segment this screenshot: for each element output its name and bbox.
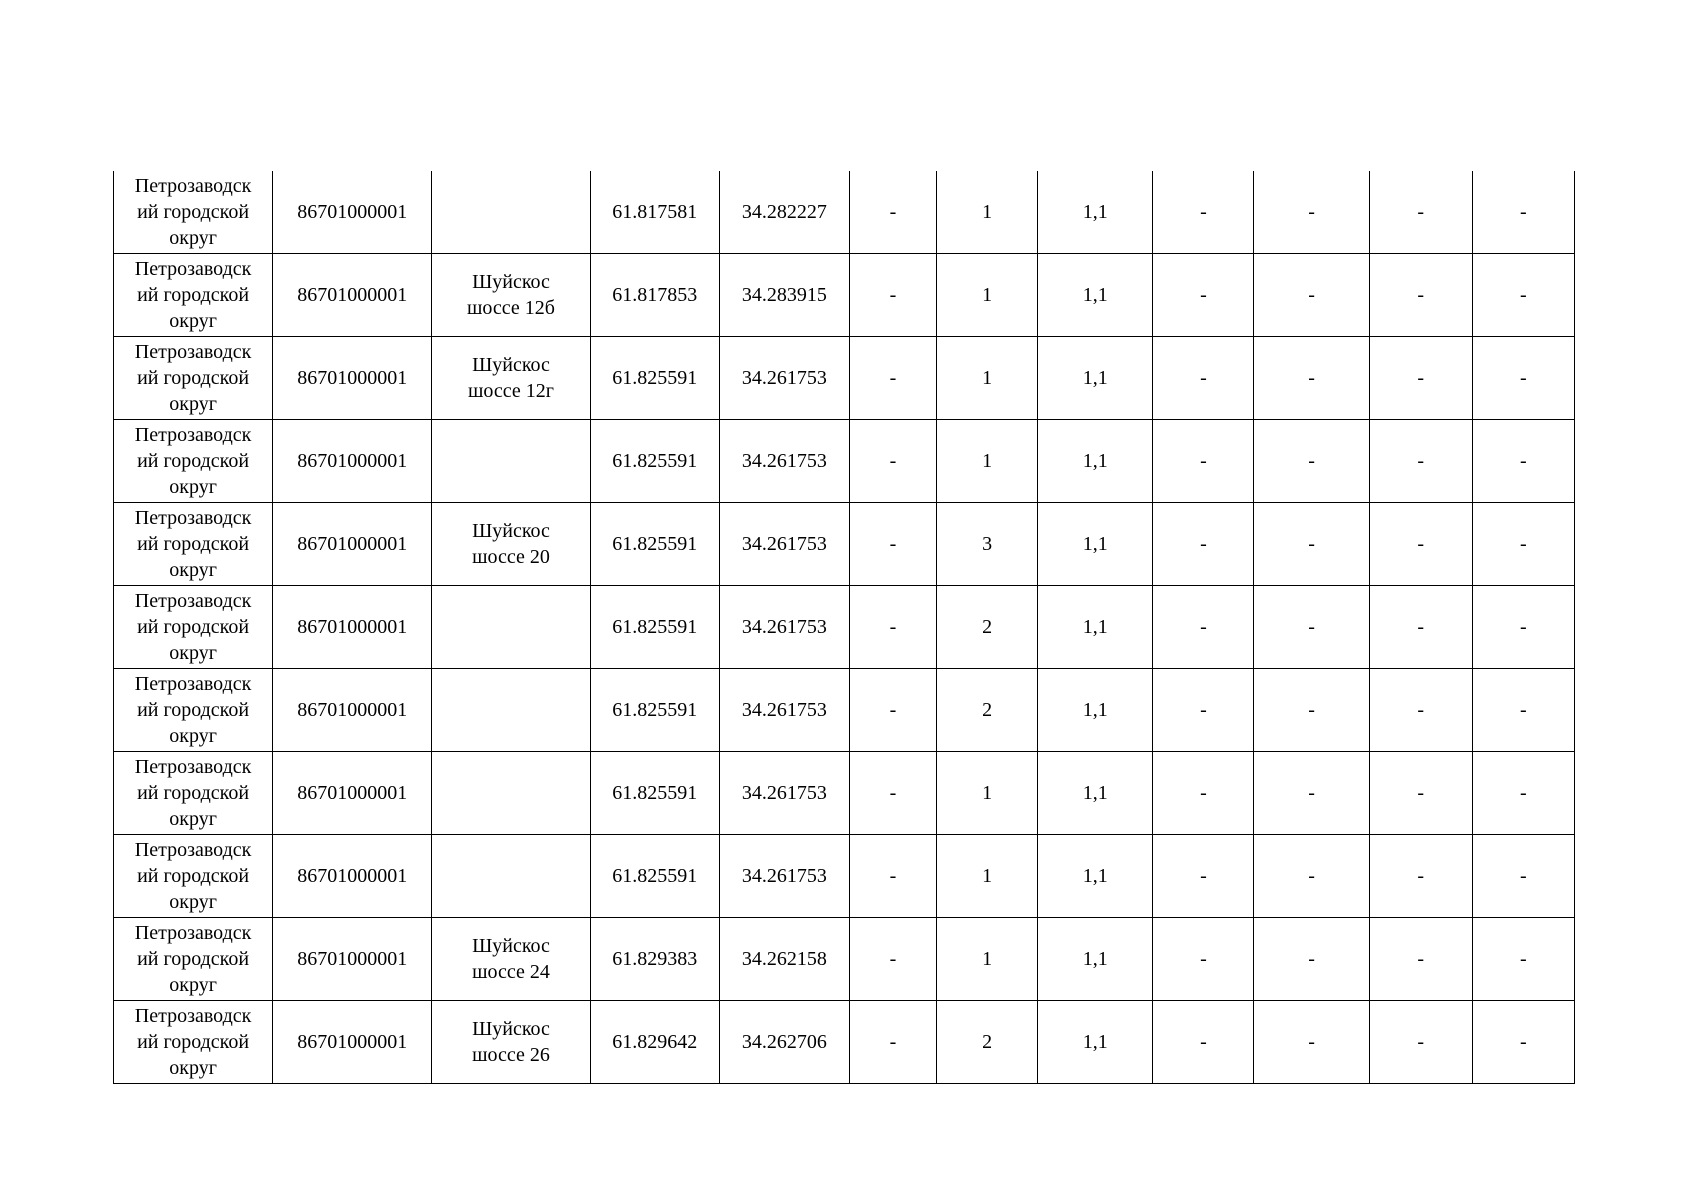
column-10-cell: - xyxy=(1254,171,1369,254)
address-cell xyxy=(432,337,590,420)
column-10-cell: - xyxy=(1254,337,1369,420)
column-11-cell: - xyxy=(1369,337,1472,420)
address-cell xyxy=(432,420,590,503)
municipality-line: Петрозаводск xyxy=(134,175,252,197)
column-9-cell: - xyxy=(1153,420,1254,503)
municipality-line: Петрозаводск xyxy=(134,507,252,529)
oktmo-cell: 86701000001 xyxy=(273,918,432,1001)
column-6-cell: - xyxy=(849,835,936,918)
column-6-cell: - xyxy=(849,918,936,1001)
address-cell xyxy=(432,254,590,337)
column-7-cell: 1 xyxy=(937,171,1038,254)
municipality-line: Петрозаводск xyxy=(134,590,252,612)
latitude-cell: 61.829642 xyxy=(590,1001,719,1084)
longitude-cell: 34.262158 xyxy=(719,918,849,1001)
municipality-cell xyxy=(114,503,273,586)
address-cell xyxy=(432,752,590,835)
data-table xyxy=(113,171,1575,1084)
table-row xyxy=(114,254,1575,337)
municipality-cell xyxy=(114,337,273,420)
municipality-line: ий городской xyxy=(137,865,250,887)
municipality-cell xyxy=(114,1001,273,1084)
longitude-cell: 34.261753 xyxy=(719,752,849,835)
column-11-cell: - xyxy=(1369,918,1472,1001)
column-10-cell: - xyxy=(1254,918,1369,1001)
column-11-cell: - xyxy=(1369,1001,1472,1084)
column-9-cell: - xyxy=(1153,752,1254,835)
municipality-line: округ xyxy=(169,310,217,332)
address-line: шоссе 12г xyxy=(468,380,554,402)
oktmo-cell: 86701000001 xyxy=(273,254,432,337)
column-8-cell: 1,1 xyxy=(1038,503,1153,586)
address-cell xyxy=(432,1001,590,1084)
table-row xyxy=(114,752,1575,835)
latitude-cell: 61.817853 xyxy=(590,254,719,337)
column-7-cell: 1 xyxy=(937,254,1038,337)
address-cell xyxy=(432,835,590,918)
latitude-cell: 61.825591 xyxy=(590,752,719,835)
address-line: шоссе 20 xyxy=(472,546,550,568)
column-6-cell: - xyxy=(849,752,936,835)
table-row xyxy=(114,420,1575,503)
column-8-cell: 1,1 xyxy=(1038,337,1153,420)
column-6-cell: - xyxy=(849,254,936,337)
column-10-cell: - xyxy=(1254,254,1369,337)
municipality-line: ий городской xyxy=(137,201,250,223)
municipality-cell xyxy=(114,835,273,918)
column-10-cell: - xyxy=(1254,1001,1369,1084)
address-cell xyxy=(432,918,590,1001)
column-12-cell: - xyxy=(1472,503,1574,586)
column-9-cell: - xyxy=(1153,1001,1254,1084)
longitude-cell: 34.261753 xyxy=(719,669,849,752)
municipality-line: Петрозаводск xyxy=(134,756,252,778)
municipality-line: округ xyxy=(169,393,217,415)
column-10-cell: - xyxy=(1254,586,1369,669)
municipality-line: Петрозаводск xyxy=(134,922,252,944)
longitude-cell: 34.261753 xyxy=(719,835,849,918)
column-9-cell: - xyxy=(1153,337,1254,420)
column-10-cell: - xyxy=(1254,669,1369,752)
oktmo-cell: 86701000001 xyxy=(273,171,432,254)
column-8-cell: 1,1 xyxy=(1038,669,1153,752)
column-6-cell: - xyxy=(849,503,936,586)
oktmo-cell: 86701000001 xyxy=(273,420,432,503)
column-11-cell: - xyxy=(1369,752,1472,835)
column-7-cell: 1 xyxy=(937,918,1038,1001)
column-11-cell: - xyxy=(1369,669,1472,752)
municipality-line: ий городской xyxy=(137,782,250,804)
column-8-cell: 1,1 xyxy=(1038,835,1153,918)
column-12-cell: - xyxy=(1472,254,1574,337)
municipality-line: ий городской xyxy=(137,367,250,389)
municipality-line: округ xyxy=(169,808,217,830)
longitude-cell: 34.283915 xyxy=(719,254,849,337)
column-7-cell: 2 xyxy=(937,1001,1038,1084)
municipality-line: ий городской xyxy=(137,533,250,555)
municipality-line: Петрозаводск xyxy=(134,673,252,695)
column-6-cell: - xyxy=(849,1001,936,1084)
oktmo-cell: 86701000001 xyxy=(273,337,432,420)
oktmo-cell: 86701000001 xyxy=(273,835,432,918)
column-12-cell: - xyxy=(1472,669,1574,752)
column-7-cell: 2 xyxy=(937,669,1038,752)
municipality-line: ий городской xyxy=(137,1031,250,1053)
oktmo-cell: 86701000001 xyxy=(273,669,432,752)
longitude-cell: 34.261753 xyxy=(719,586,849,669)
column-9-cell: - xyxy=(1153,918,1254,1001)
address-cell xyxy=(432,669,590,752)
longitude-cell: 34.261753 xyxy=(719,337,849,420)
column-8-cell: 1,1 xyxy=(1038,171,1153,254)
column-12-cell: - xyxy=(1472,1001,1574,1084)
column-11-cell: - xyxy=(1369,835,1472,918)
column-7-cell: 3 xyxy=(937,503,1038,586)
column-12-cell: - xyxy=(1472,420,1574,503)
column-7-cell: 1 xyxy=(937,337,1038,420)
column-11-cell: - xyxy=(1369,420,1472,503)
municipality-cell xyxy=(114,171,273,254)
column-11-cell: - xyxy=(1369,503,1472,586)
column-7-cell: 1 xyxy=(937,752,1038,835)
municipality-line: ий городской xyxy=(137,616,250,638)
column-8-cell: 1,1 xyxy=(1038,254,1153,337)
column-8-cell: 1,1 xyxy=(1038,918,1153,1001)
latitude-cell: 61.825591 xyxy=(590,337,719,420)
column-6-cell: - xyxy=(849,586,936,669)
municipality-line: округ xyxy=(169,559,217,581)
municipality-line: округ xyxy=(169,974,217,996)
column-8-cell: 1,1 xyxy=(1038,1001,1153,1084)
table-row xyxy=(114,586,1575,669)
column-12-cell: - xyxy=(1472,835,1574,918)
column-10-cell: - xyxy=(1254,503,1369,586)
table-row xyxy=(114,669,1575,752)
column-12-cell: - xyxy=(1472,752,1574,835)
municipality-cell xyxy=(114,752,273,835)
latitude-cell: 61.825591 xyxy=(590,503,719,586)
column-10-cell: - xyxy=(1254,420,1369,503)
column-11-cell: - xyxy=(1369,254,1472,337)
longitude-cell: 34.282227 xyxy=(719,171,849,254)
table-row xyxy=(114,171,1575,254)
municipality-line: округ xyxy=(169,642,217,664)
municipality-line: округ xyxy=(169,891,217,913)
table-row xyxy=(114,1001,1575,1084)
municipality-line: ий городской xyxy=(137,450,250,472)
table-row xyxy=(114,835,1575,918)
address-line: Шуйскос xyxy=(472,271,550,293)
column-8-cell: 1,1 xyxy=(1038,752,1153,835)
municipality-cell xyxy=(114,586,273,669)
column-6-cell: - xyxy=(849,171,936,254)
municipality-line: округ xyxy=(169,725,217,747)
address-line: шоссе 12б xyxy=(467,297,555,319)
municipality-line: ий городской xyxy=(137,699,250,721)
municipality-line: ий городской xyxy=(137,948,250,970)
column-9-cell: - xyxy=(1153,586,1254,669)
column-12-cell: - xyxy=(1472,586,1574,669)
municipality-cell xyxy=(114,420,273,503)
address-cell xyxy=(432,503,590,586)
oktmo-cell: 86701000001 xyxy=(273,503,432,586)
column-12-cell: - xyxy=(1472,171,1574,254)
column-8-cell: 1,1 xyxy=(1038,586,1153,669)
municipality-cell xyxy=(114,254,273,337)
column-12-cell: - xyxy=(1472,918,1574,1001)
column-7-cell: 2 xyxy=(937,586,1038,669)
oktmo-cell: 86701000001 xyxy=(273,586,432,669)
address-line: Шуйскос xyxy=(472,1018,550,1040)
address-cell xyxy=(432,586,590,669)
longitude-cell: 34.262706 xyxy=(719,1001,849,1084)
municipality-cell xyxy=(114,669,273,752)
column-11-cell: - xyxy=(1369,171,1472,254)
longitude-cell: 34.261753 xyxy=(719,503,849,586)
municipality-line: Петрозаводск xyxy=(134,839,252,861)
municipality-line: округ xyxy=(169,1057,217,1079)
column-9-cell: - xyxy=(1153,503,1254,586)
oktmo-cell: 86701000001 xyxy=(273,752,432,835)
municipality-line: Петрозаводск xyxy=(134,341,252,363)
municipality-line: ий городской xyxy=(137,284,250,306)
latitude-cell: 61.825591 xyxy=(590,835,719,918)
table-row xyxy=(114,503,1575,586)
table-row xyxy=(114,337,1575,420)
address-line: шоссе 24 xyxy=(472,961,550,983)
municipality-line: Петрозаводск xyxy=(134,424,252,446)
column-7-cell: 1 xyxy=(937,420,1038,503)
municipality-line: Петрозаводск xyxy=(134,1005,252,1027)
address-line: Шуйскос xyxy=(472,354,550,376)
column-10-cell: - xyxy=(1254,835,1369,918)
column-12-cell: - xyxy=(1472,337,1574,420)
column-6-cell: - xyxy=(849,420,936,503)
column-10-cell: - xyxy=(1254,752,1369,835)
address-cell xyxy=(432,171,590,254)
column-9-cell: - xyxy=(1153,835,1254,918)
table-row xyxy=(114,918,1575,1001)
column-9-cell: - xyxy=(1153,669,1254,752)
address-line: шоссе 26 xyxy=(472,1044,550,1066)
latitude-cell: 61.825591 xyxy=(590,586,719,669)
address-line: Шуйскос xyxy=(472,935,550,957)
longitude-cell: 34.261753 xyxy=(719,420,849,503)
oktmo-cell: 86701000001 xyxy=(273,1001,432,1084)
latitude-cell: 61.817581 xyxy=(590,171,719,254)
municipality-line: Петрозаводск xyxy=(134,258,252,280)
municipality-line: округ xyxy=(169,227,217,249)
table-body xyxy=(114,171,1575,1084)
municipality-cell xyxy=(114,918,273,1001)
column-6-cell: - xyxy=(849,337,936,420)
address-line: Шуйскос xyxy=(472,520,550,542)
municipality-line: округ xyxy=(169,476,217,498)
latitude-cell: 61.825591 xyxy=(590,420,719,503)
column-6-cell: - xyxy=(849,669,936,752)
latitude-cell: 61.825591 xyxy=(590,669,719,752)
latitude-cell: 61.829383 xyxy=(590,918,719,1001)
column-9-cell: - xyxy=(1153,171,1254,254)
column-8-cell: 1,1 xyxy=(1038,420,1153,503)
column-7-cell: 1 xyxy=(937,835,1038,918)
column-11-cell: - xyxy=(1369,586,1472,669)
column-9-cell: - xyxy=(1153,254,1254,337)
